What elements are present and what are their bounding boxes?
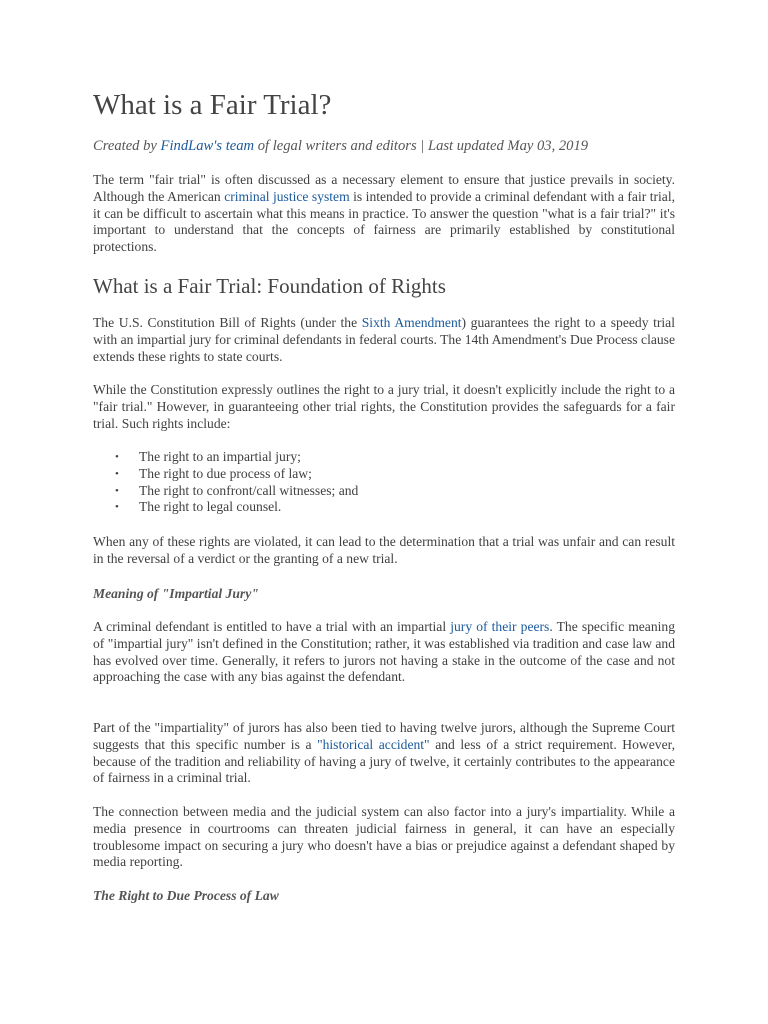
section-heading-foundation: What is a Fair Trial: Foundation of Rights xyxy=(93,274,446,298)
byline xyxy=(93,137,588,155)
jury-of-their-peers-link[interactable]: jury of their peers xyxy=(450,619,550,634)
bullet-icon: • xyxy=(115,501,119,514)
section-heading-impartial-jury: Meaning of "Impartial Jury" xyxy=(93,586,259,601)
sixth-amendment-text-2: ) guarantees the right to a speedy trial with an impartial jury for criminal defendants in federal courts. The 14th Amendment's Due Process clause extends these rights to state courts. xyxy=(93,315,675,364)
list-item xyxy=(93,483,675,500)
historical-accident-link[interactable]: "historical accident" xyxy=(317,736,430,752)
sixth-amendment-text-1: The U.S. Constitution Bill of Rights (under the xyxy=(93,315,362,330)
byline-prefix: Created by xyxy=(93,138,161,154)
right-text: The right to due process of law; xyxy=(139,465,312,481)
criminal-justice-system-link[interactable]: criminal justice system xyxy=(224,188,350,204)
twelve-jurors-text-2: and less of a strict requirement. However, because of the tradition and reliability of having a jury of twelve, it certainly contributes to the appearance of fairness in a criminal trial. xyxy=(93,736,675,786)
twelve-jurors-text-1: Part of the "impartiality" of jurors has also been tied to having twelve jurors, although the Supreme Court suggests that this specific number is a xyxy=(93,720,675,752)
rights-list xyxy=(93,449,675,516)
right-text: The right to confront/call witnesses; and xyxy=(139,482,359,498)
bullet-icon: • xyxy=(115,451,119,463)
list-item xyxy=(93,499,675,516)
list-item xyxy=(93,449,675,466)
impartial-jury-text-2: . The specific meaning of "impartial jury" isn't defined in the Constitution; rather, it was established via tradition and case law and has evolved over time. Generally, it refers to jurors not having a stake in the outcome of the case and not approaching the case with any bias against the defendant. xyxy=(93,619,676,685)
bullet-icon: • xyxy=(115,484,119,497)
right-text: The right to an impartial jury; xyxy=(139,449,301,464)
intro-paragraph xyxy=(93,172,675,256)
intro-text-1: The term "fair trial" is often discussed as a necessary element to ensure that justice prevails in society. Although the American xyxy=(93,172,675,204)
impartial-jury-paragraph xyxy=(93,619,675,686)
section-heading-due-process: The Right to Due Process of Law xyxy=(93,888,279,903)
findlaw-team-link[interactable]: FindLaw's team xyxy=(160,138,255,154)
sixth-amendment-paragraph xyxy=(93,315,675,365)
media-paragraph: The connection between media and the judicial system can also factor into a jury's impartiality. While a media presence in courtrooms can threaten judicial fairness in general, it can have an especially troublesome impact on securing a jury who doesn't have a bias or prejudice against a defendant shaped by media reporting. xyxy=(93,804,675,870)
impartial-jury-text-1: A criminal defendant is entitled to have a trial with an impartial xyxy=(93,619,451,634)
bullet-icon: • xyxy=(115,467,119,480)
violation-paragraph: When any of these rights are violated, it can lead to the determination that a trial was unfair and can result in the reversal of a verdict or the granting of a new trial. xyxy=(93,534,675,566)
page-title: What is a Fair Trial? xyxy=(93,89,332,121)
list-item xyxy=(93,466,675,483)
sixth-amendment-link[interactable]: Sixth Amendment xyxy=(361,315,462,330)
right-text: The right to legal counsel. xyxy=(139,499,282,515)
intro-text-2: is intended to provide a criminal defendant with a fair trial, it can be difficult to ascertain what this means in practice. To answer the question "what is a fair trial?" it's important to understand that the concepts of fairness are primarily established by constitutional protections. xyxy=(93,188,676,255)
byline-suffix: of legal writers and editors | Last updated May 03, 2019 xyxy=(254,138,589,154)
jury-trial-paragraph: While the Constitution expressly outlines the right to a jury trial, it doesn't explicitly include the right to a "fair trial." However, in guaranteeing other trial rights, the Constitution provides the safeguards for a fair trial. Such rights include: xyxy=(93,382,675,431)
twelve-jurors-paragraph xyxy=(93,720,675,787)
